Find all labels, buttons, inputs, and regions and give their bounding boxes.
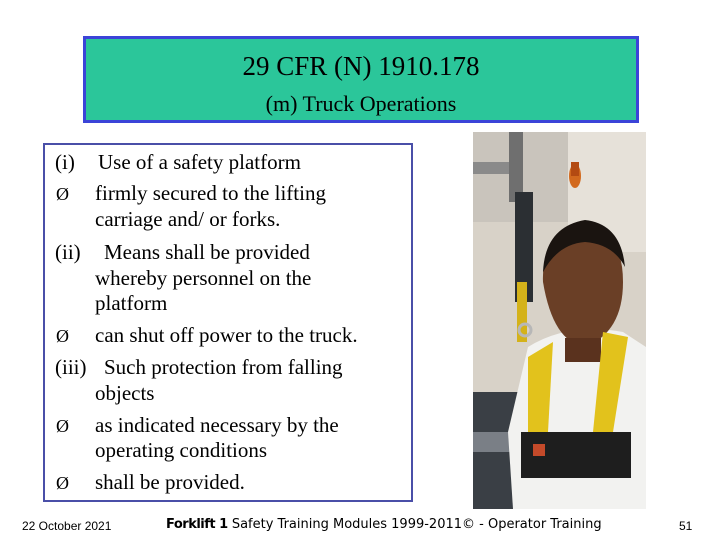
arrow-bullet-icon: Ø (56, 184, 69, 204)
item-text-continued: operating conditions (95, 438, 268, 462)
item-marker: (iii) (55, 355, 87, 379)
item-text: Means shall be provided (104, 240, 310, 264)
item-text: Such protection from falling (104, 355, 343, 379)
item-marker: (ii) (55, 240, 81, 264)
item-text: firmly secured to the lifting (95, 181, 326, 205)
item-text-continued: carriage and/ or forks. (95, 207, 281, 231)
slide-title: 29 CFR (N) 1910.178 (242, 51, 480, 81)
arrow-bullet-icon: Ø (56, 416, 69, 436)
item-text-continued: objects (95, 381, 155, 405)
item-text: shall be provided. (95, 470, 245, 494)
footer-date: 22 October 2021 (22, 519, 112, 533)
item-text-continued: whereby personnel on the (95, 266, 312, 290)
worker-harness-photo (473, 132, 646, 509)
slide-subtitle: (m) Truck Operations (265, 91, 457, 116)
item-marker: (i) (55, 150, 75, 174)
item-text: Use of a safety platform (98, 150, 301, 174)
arrow-bullet-icon: Ø (56, 326, 69, 346)
arrow-bullet-icon: Ø (56, 473, 69, 493)
footer-credit (166, 517, 602, 532)
item-text-continued: platform (95, 291, 168, 315)
slide-title-box (83, 36, 639, 123)
footer-brand: Forklift 1 (166, 517, 228, 532)
content-box (43, 143, 413, 502)
item-text: as indicated necessary by the (95, 413, 339, 437)
page-number: 51 (679, 519, 693, 533)
item-text: can shut off power to the truck. (95, 323, 358, 347)
footer-text: Safety Training Modules 1999-2011© - Operator Training (227, 517, 602, 532)
